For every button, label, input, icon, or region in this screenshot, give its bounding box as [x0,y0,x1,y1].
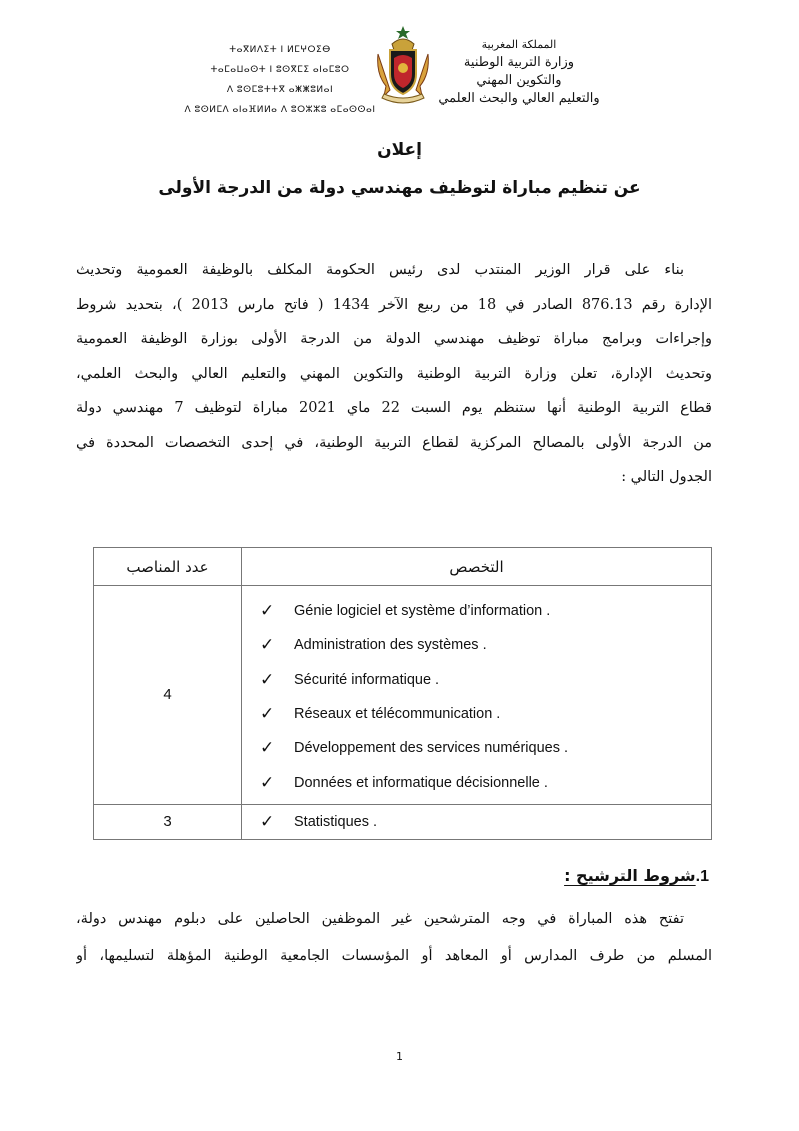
specialty-item [260,663,711,697]
intro-paragraph [76,253,712,495]
table-header-row [94,548,712,586]
paragraph-line: الإدارة رقم 876.13 الصادر في 18 من ربيع الآخر 1434 ( فاتح مارس 2013 )، بتحديد شروط [76,296,712,313]
paragraph-line: المسلم من طرف المدارس أو المعاهد أو المؤسسات الجامعية الوطنية المؤهلة لتسليمها، أو [76,948,712,964]
check-icon: ✓ [260,772,275,792]
moroccan-coat-of-arms-icon [372,24,434,106]
check-icon: ✓ [260,704,275,724]
section-number: 1. [695,868,709,885]
section-heading [564,866,709,886]
tifinagh-line: ⴷ ⵓⵙⵎⵓⵜⵜⴳ ⴰⵥⵥⵓⵍⴰⵏ [226,85,334,95]
specialty-label: Sécurité informatique . [294,671,440,688]
check-icon: ✓ [260,669,275,689]
paragraph-line: قطاع التربية الوطنية أنها ستنظم يوم السبت 22 ماي 2021 مباراة لتوظيف 7 مهندسي دولة [76,400,712,416]
section-title: شروط الترشيح : [564,866,696,885]
paragraph-line: من الدرجة الأولى بالمصالح المركزية لقطاع التربية الوطنية، في إحدى التخصصات المحددة في [76,434,712,451]
positions-header: عدد المناصب [94,548,242,586]
announcement-subtitle: عن تنظيم مباراة لتوظيف مهندسي دولة من الدرجة الأولى [158,178,641,198]
positions-count: 4 [94,586,242,805]
ministry-name-tifinagh [180,40,380,120]
specialty-list [242,586,712,805]
specialty-label: Développement des services numériques . [294,740,569,757]
specialty-list [242,804,712,839]
table-row [94,804,712,839]
specialty-item [260,628,711,662]
specialty-header: التخصص [242,548,712,586]
kingdom-line: المملكة المغربية [481,38,557,51]
check-icon: ✓ [260,811,275,831]
paragraph-line: الجدول التالي : [621,469,712,485]
paragraph-line: بناء على قرار الوزير المنتدب لدى رئيس الحكومة المكلف بالوظيفة العمومية وتحديث [76,262,684,278]
positions-count: 3 [94,804,242,839]
tifinagh-line: ⵜⴰⵎⴰⵡⴰⵙⵜ ⵏ ⵓⵙⴳⵎⵉ ⴰⵏⴰⵎⵓⵔ [210,65,350,75]
ministry-line-2: والتكوين المهني [476,73,562,88]
specialty-item [260,765,711,799]
specialty-label: Administration des systèmes . [294,637,487,654]
ministry-line-1: وزارة التربية الوطنية [463,55,575,70]
announcement-title: إعلان [377,140,422,160]
check-icon: ✓ [260,635,275,655]
specialty-item [260,731,711,765]
page-number: 1 [396,1050,403,1063]
check-icon: ✓ [260,738,275,758]
specialty-item [260,697,711,731]
tifinagh-line: ⵜⴰⴳⵍⴷⵉⵜ ⵏ ⵍⵎⵖⵔⵉⴱ [229,45,331,55]
tifinagh-line: ⴷ ⵓⵙⵍⵎⴷ ⴰⵏⴰⴼⵍⵍⴰ ⴷ ⵓⵔⵣⵣⵓ ⴰⵎⴰⵙⵙⴰⵏ [184,105,376,115]
specialty-label: Génie logiciel et système d’information . [294,603,551,620]
specialties-table [93,547,712,840]
ministry-name-arabic [429,36,609,108]
paragraph-line: وإجراءات وبرامج مباراة توظيف مهندسي الدولة من الدرجة الأولى بوزارة الوظيفة العمومية [76,331,712,347]
specialty-item [260,594,711,628]
specialty-label: Réseaux et télécommunication . [294,706,501,723]
paragraph-line: تفتح هذه المباراة في وجه المترشحين غير الموظفين الحاصلين على دبلوم مهندس دولة، [76,911,684,927]
section-paragraph [76,901,712,975]
ministry-line-3: والتعليم العالي والبحث العلمي [438,91,600,106]
specialty-label: Données et informatique décisionnelle . [294,774,548,791]
check-icon: ✓ [260,601,275,621]
specialty-label: Statistiques . [294,813,378,830]
table-row [94,586,712,805]
specialty-item [260,805,711,839]
paragraph-line: وتحديث الإدارة، تعلن وزارة التربية الوطنية والتكوين المهني والتعليم العالي والبحث العلمي، [76,365,712,382]
